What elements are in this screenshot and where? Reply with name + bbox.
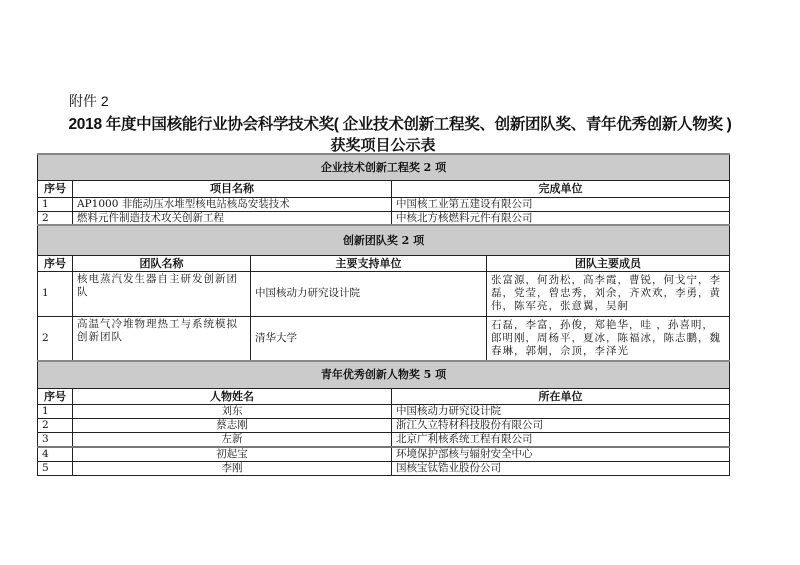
section-heading: 企业技术创新工程奖 2 项 [38, 154, 730, 180]
col-header-members: 团队主要成员 [487, 255, 730, 271]
col-header-unit: 完成单位 [392, 180, 730, 197]
person-name: 初起宝 [73, 447, 392, 462]
table-row [38, 461, 730, 475]
col-header-no: 序号 [38, 255, 73, 271]
enterprise-innovation-table [37, 153, 730, 226]
team-name: 核电蒸汽发生器自主研发创新团队 [73, 271, 251, 316]
innovation-team-table [37, 224, 730, 362]
section-heading: 创新团队奖 2 项 [38, 225, 730, 255]
completion-unit: 中核北方核燃料元件有限公司 [392, 211, 730, 225]
table-row [38, 271, 730, 316]
person-unit: 环境保护部核与辐射安全中心 [392, 447, 730, 462]
col-header-no: 序号 [38, 180, 73, 197]
person-unit: 浙江久立特材科技股份有限公司 [392, 418, 730, 432]
team-members: 张富源，何劲松，高李霞，曹锐，何戈宁，李磊，党莹，曾忠秀，刘余，齐欢欢，李勇，黄伟，陈军亮，张意翼，吴舸 [487, 271, 730, 316]
row-no: 3 [38, 432, 73, 447]
table-row [38, 211, 730, 225]
col-header-unit: 所在单位 [392, 388, 730, 404]
col-header-no: 序号 [38, 388, 73, 404]
table-row [38, 447, 730, 462]
table-row [38, 432, 730, 447]
table-row [38, 197, 730, 211]
row-no: 1 [38, 197, 73, 211]
young-innovator-table [37, 360, 730, 476]
person-name: 蔡志刚 [73, 418, 392, 432]
team-members: 石磊，李富，孙俊，郑艳华，哇 ，孙喜明，郎明刚，周杨平，夏冰，陈福冰，陈志鹏，魏春琳，郭炯，佘顶，李泽光 [487, 316, 730, 361]
row-no: 2 [38, 211, 73, 225]
row-no: 1 [38, 404, 73, 418]
col-header-project: 项目名称 [73, 180, 392, 197]
document-subtitle: 获奖项目公示表 [330, 137, 436, 154]
project-name: AP1000 非能动压水堆型核电站核岛安装技术 [73, 197, 392, 211]
person-unit: 北京广利核系统工程有限公司 [392, 432, 730, 447]
col-header-person-name: 人物姓名 [73, 388, 392, 404]
row-no: 4 [38, 447, 73, 462]
row-no: 1 [38, 271, 73, 316]
col-header-support-unit: 主要支持单位 [251, 255, 487, 271]
document-title: 2018 年度中国核能行业协会科学技术奖( 企业技术创新工程奖、创新团队奖、青年优秀创新人物奖 ) [68, 116, 732, 133]
table-row [38, 418, 730, 432]
person-name: 李刚 [73, 461, 392, 475]
attachment-label: 附件 2 [69, 93, 109, 109]
team-name: 高温气冷堆物理热工与系统模拟创新团队 [73, 316, 251, 361]
person-name: 刘东 [73, 404, 392, 418]
section-heading: 青年优秀创新人物奖 5 项 [38, 361, 730, 388]
col-header-team-name: 团队名称 [73, 255, 251, 271]
project-name: 燃料元件制造技术攻关创新工程 [73, 211, 392, 225]
person-unit: 中国核动力研究设计院 [392, 404, 730, 418]
person-unit: 国核宝钛锆业股份公司 [392, 461, 730, 475]
row-no: 2 [38, 316, 73, 361]
support-unit: 清华大学 [251, 316, 487, 361]
person-name: 左新 [73, 432, 392, 447]
table-row [38, 404, 730, 418]
row-no: 2 [38, 418, 73, 432]
row-no: 5 [38, 461, 73, 475]
table-row [38, 316, 730, 361]
completion-unit: 中国核工业第五建设有限公司 [392, 197, 730, 211]
support-unit: 中国核动力研究设计院 [251, 271, 487, 316]
